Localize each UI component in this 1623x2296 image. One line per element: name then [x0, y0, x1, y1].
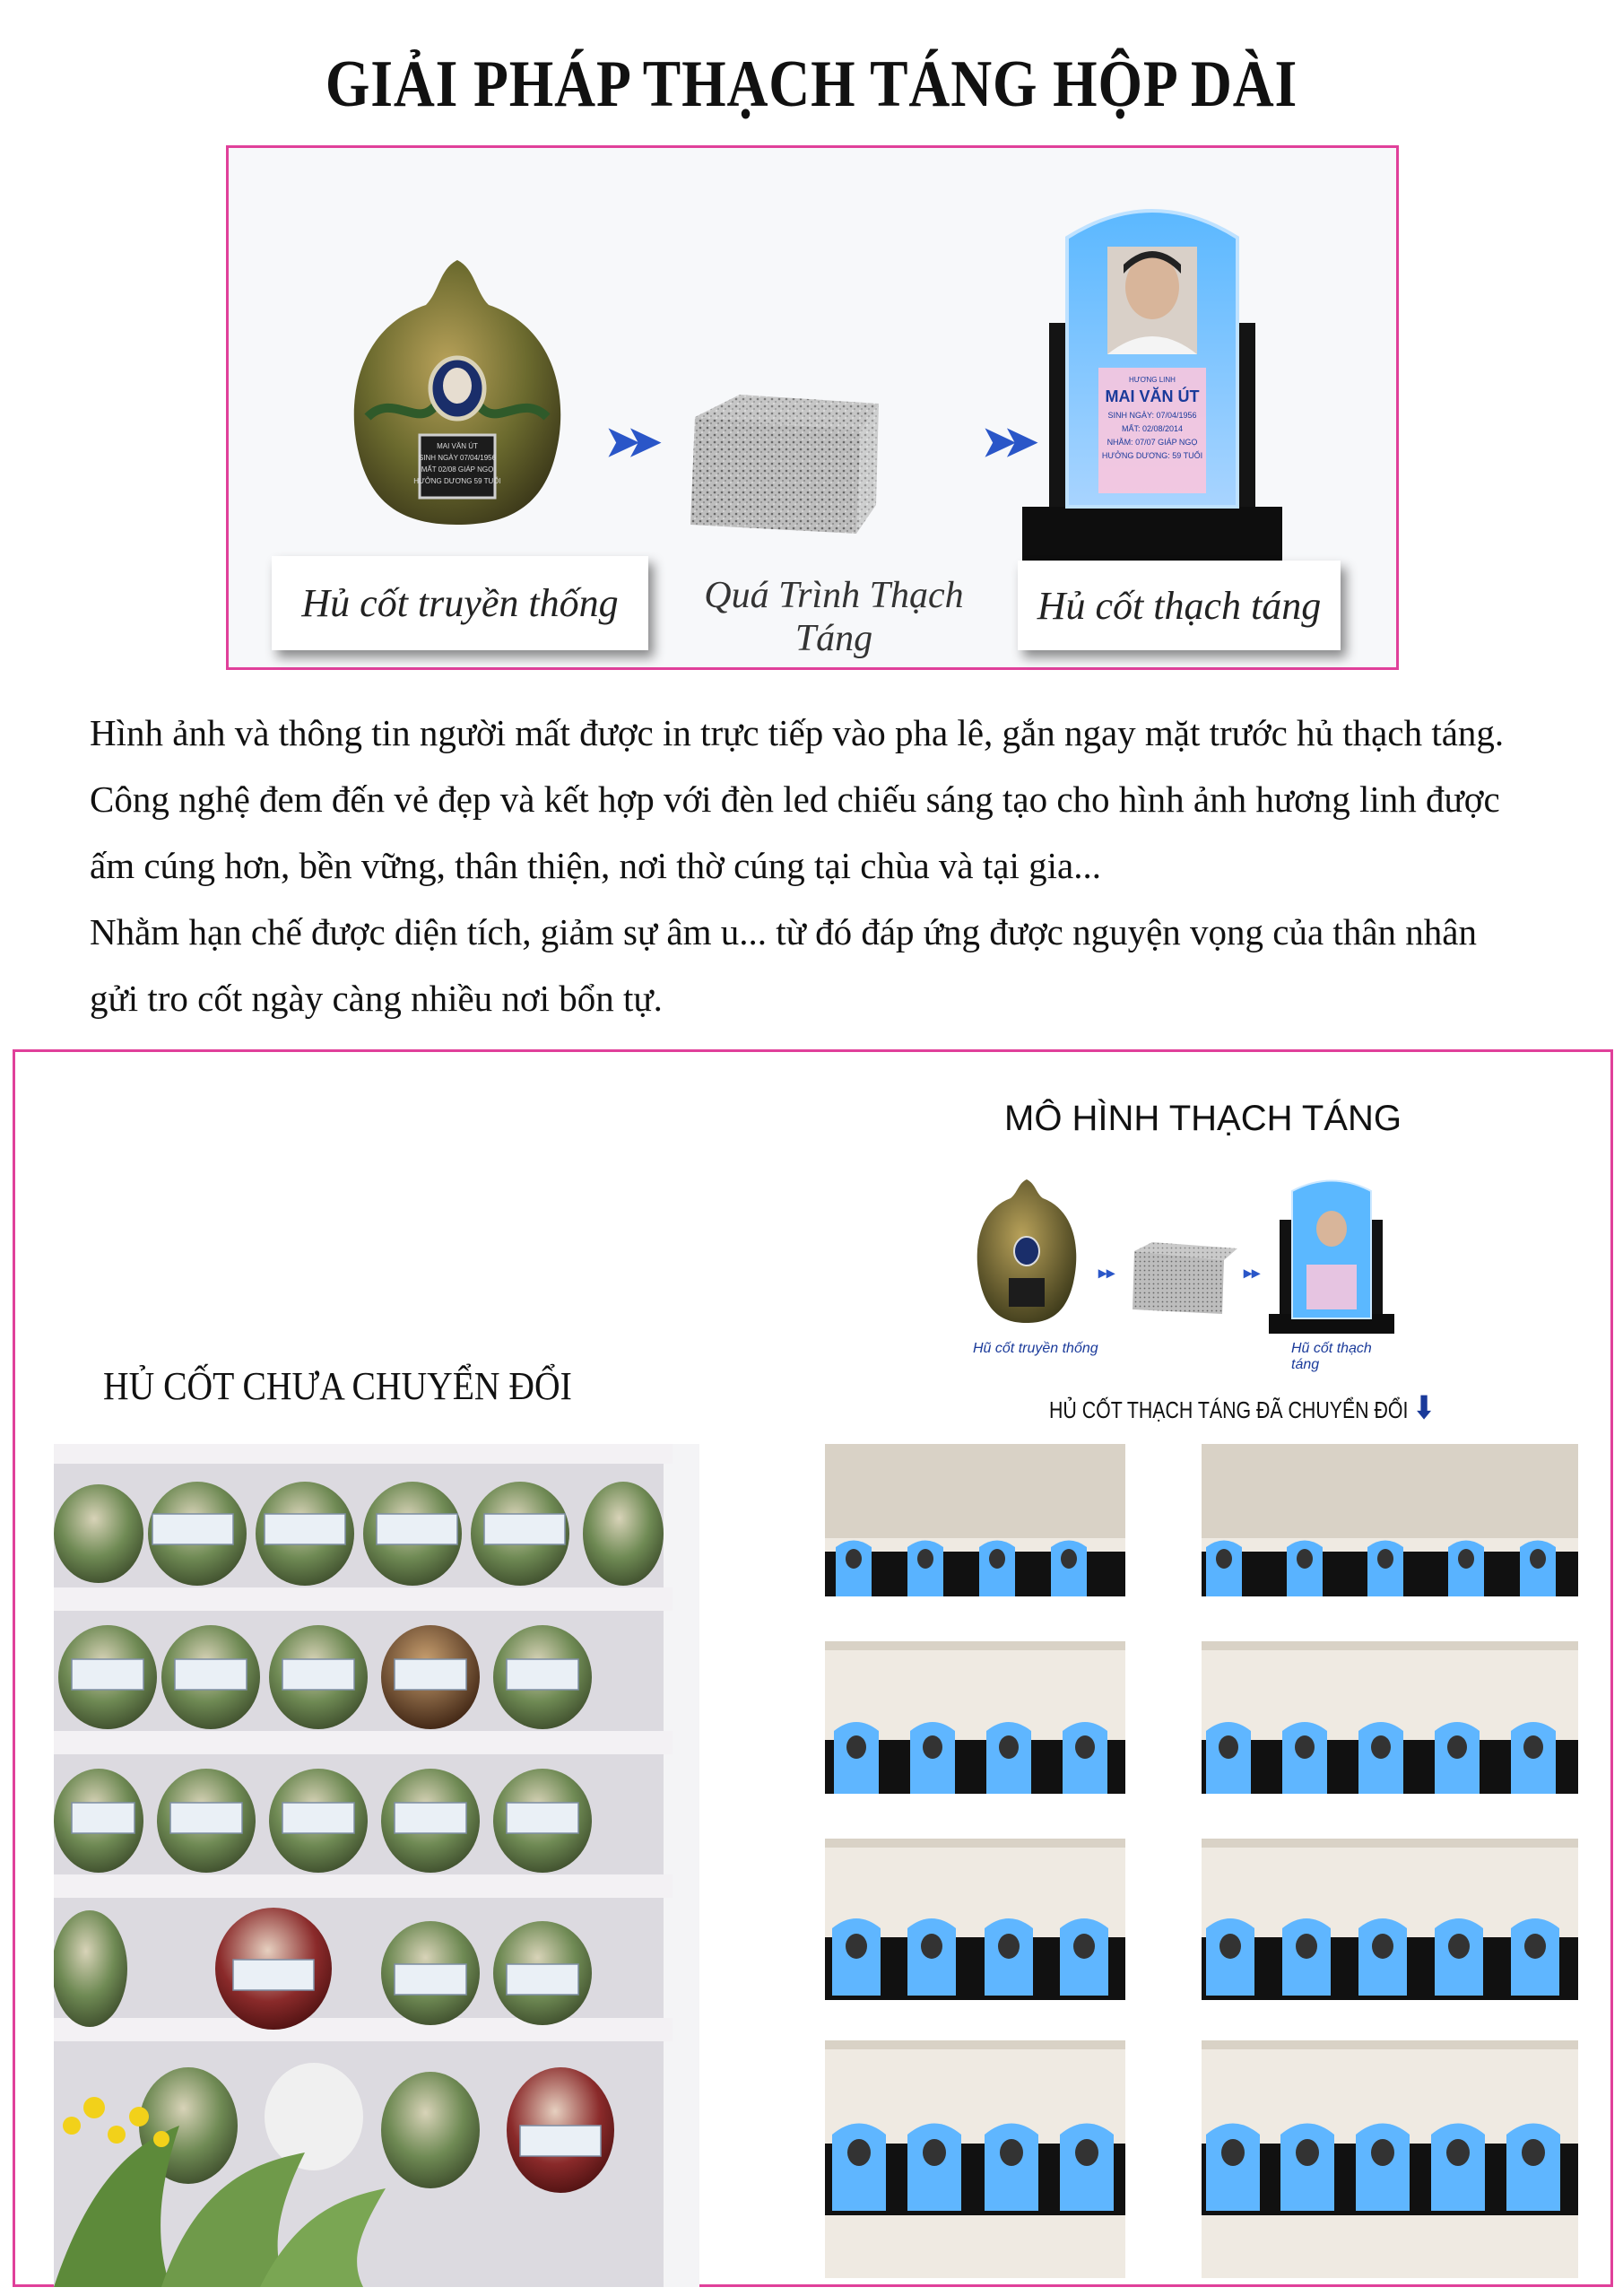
converted-photo-left: [825, 1444, 1125, 2278]
unconverted-label: HỦ CỐT CHƯA CHUYỂN ĐỔI: [103, 1364, 572, 1408]
arrow-down-icon: ⬇: [1413, 1391, 1435, 1425]
svg-text:▸▸: ▸▸: [1244, 1264, 1261, 1282]
description-line: Công nghệ đem đến vẻ đẹp và kết hợp với đèn led chiếu sáng tạo cho hình ảnh hương linh được: [90, 778, 1500, 820]
arrow-icon: ➤➤: [982, 419, 1027, 465]
converted-label: [1049, 1390, 1435, 1426]
slab-line: MẤT: 02/08/2014: [1121, 424, 1184, 433]
traditional-urn-caption: Hủ cốt truyền thống: [272, 556, 648, 650]
page-title: GIẢI PHÁP THẠCH TÁNG HỘP DÀI: [325, 48, 1298, 121]
arrow-icon: ➤➤: [605, 419, 650, 465]
converted-photo-right: [1202, 1444, 1578, 2278]
urn-plaque-line: SINH NGÀY 07/04/1956: [418, 454, 497, 462]
description-line: Hình ảnh và thông tin người mất được in trực tiếp vào pha lê, gắn ngay mặt trước hủ thạch táng.: [90, 712, 1505, 753]
description-line: gửi tro cốt ngày càng nhiều nơi bổn tự.: [90, 978, 663, 1019]
granite-block-image: [677, 390, 883, 543]
slab-line: SINH NGÀY: 07/04/1956: [1107, 411, 1197, 420]
slab-name: MAI VĂN ÚT: [1105, 387, 1200, 405]
description: [90, 700, 1560, 1031]
svg-text:▸▸: ▸▸: [1098, 1264, 1115, 1282]
converted-label-text: HỦ CỐT THẠCH TÁNG ĐÃ CHUYỂN ĐỔI: [1049, 1396, 1409, 1423]
slab-line: HƯƠNG LINH: [1129, 376, 1176, 384]
urn-plaque-line: MAI VĂN ÚT: [437, 442, 478, 450]
slab-line: HƯỞNG DƯƠNG: 59 TUỔI: [1101, 451, 1203, 460]
model-title: MÔ HÌNH THẠCH TÁNG: [1004, 1099, 1402, 1138]
model-result-caption: Hũ cốt thạch táng: [1291, 1341, 1372, 1372]
process-caption: Quá Trình Thạch Táng: [704, 575, 964, 659]
model-diagram: [973, 1166, 1403, 1372]
description-line: ấm cúng hơn, bền vững, thân thiện, nơi thờ cúng tại chùa và tại gia...: [90, 845, 1101, 886]
process-diagram-frame: [226, 145, 1399, 670]
description-line: Nhằm hạn chế được diện tích, giảm sự âm u... từ đó đáp ứng được nguyện vọng của thân nhân: [90, 911, 1477, 952]
model-traditional-caption: Hũ cốt truyền thống: [973, 1341, 1098, 1356]
unconverted-urns-photo: [54, 1444, 699, 2287]
urn-plaque-line: MẤT 02/08 GIÁP NGỌ: [421, 465, 494, 474]
slab-line: NHẰM: 07/07 GIÁP NGỌ: [1107, 438, 1198, 447]
traditional-urn-image: [341, 256, 574, 534]
thach-tang-unit-image: [1018, 152, 1287, 574]
thach-tang-caption: Hủ cốt thạch táng: [1018, 561, 1341, 650]
urn-plaque-line: HƯỞNG DƯƠNG 59 TUỔI: [413, 477, 501, 485]
